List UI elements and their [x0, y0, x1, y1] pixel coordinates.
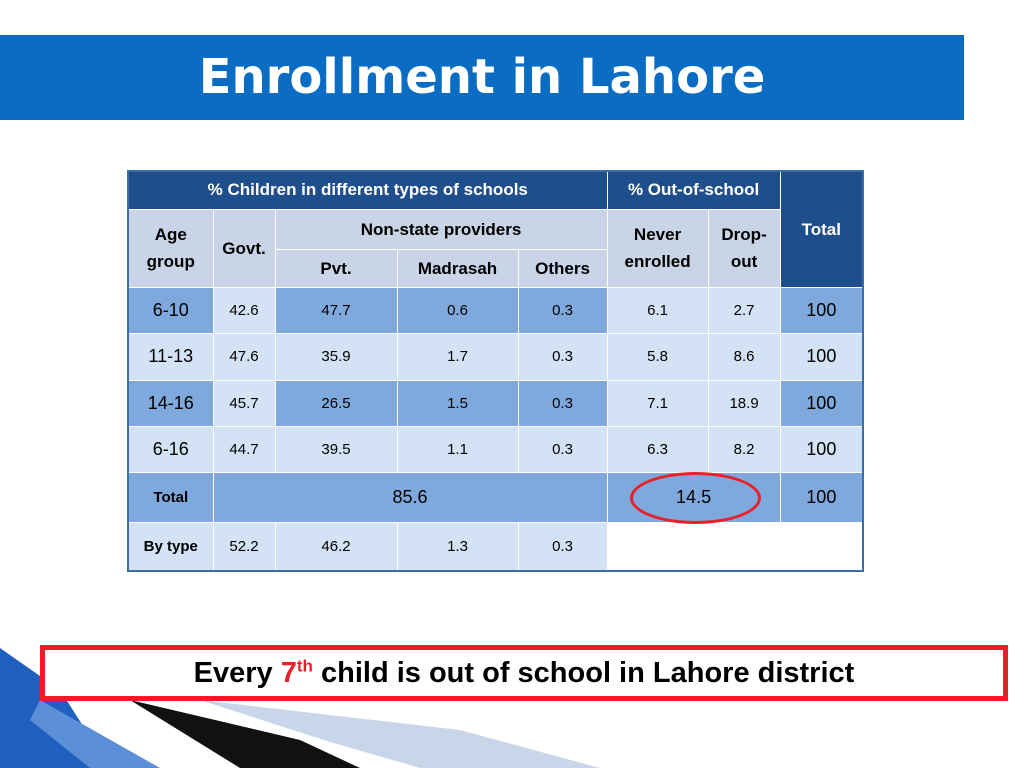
enrollment-table [127, 170, 864, 572]
cell-madrasah: 1.7 [397, 334, 518, 380]
table-row [128, 426, 863, 472]
cell-madrasah: 0.6 [397, 288, 518, 334]
header-age-group: Age group [128, 209, 213, 287]
cell-pvt: 47.7 [275, 288, 397, 334]
cell-pvt: 39.5 [275, 426, 397, 472]
cell-in-school-total: 85.6 [213, 472, 607, 522]
cell-govt: 52.2 [213, 523, 275, 571]
cell-age: 11-13 [128, 334, 213, 380]
callout-num-text: 7 [280, 657, 297, 689]
cell-total-label: Total [128, 472, 213, 522]
cell-madrasah: 1.1 [397, 426, 518, 472]
table-row-total [128, 472, 863, 522]
cell-drop: 2.7 [708, 288, 780, 334]
table-row [128, 334, 863, 380]
cell-govt: 45.7 [213, 380, 275, 426]
cell-others: 0.3 [518, 334, 607, 380]
table-row [128, 380, 863, 426]
cell-never: 6.1 [607, 288, 708, 334]
table-row [128, 288, 863, 334]
cell-drop: 8.2 [708, 426, 780, 472]
cell-total: 100 [780, 380, 863, 426]
callout-number [281, 657, 313, 689]
cell-others: 0.3 [518, 380, 607, 426]
cell-never: 6.3 [607, 426, 708, 472]
title-bar [0, 35, 964, 120]
callout-sup: th [296, 656, 313, 676]
header-madrasah: Madrasah [397, 249, 518, 287]
cell-pvt: 46.2 [275, 523, 397, 571]
callout-pre: Every [193, 657, 281, 689]
cell-never: 5.8 [607, 334, 708, 380]
callout-box [40, 645, 1008, 701]
cell-others: 0.3 [518, 426, 607, 472]
cell-never: 7.1 [607, 380, 708, 426]
header-schools: % Children in different types of schools [128, 171, 607, 209]
table-row-by-type [128, 523, 863, 571]
page-title: Enrollment in Lahore [198, 49, 766, 105]
cell-pvt: 35.9 [275, 334, 397, 380]
cell-govt: 42.6 [213, 288, 275, 334]
header-drop-out: Drop-out [708, 209, 780, 287]
cell-drop: 18.9 [708, 380, 780, 426]
cell-govt: 44.7 [213, 426, 275, 472]
header-total: Total [780, 171, 863, 288]
header-never-enrolled: Never enrolled [607, 209, 708, 287]
empty-cell [607, 523, 863, 571]
cell-total: 100 [780, 334, 863, 380]
cell-total: 100 [780, 288, 863, 334]
cell-govt: 47.6 [213, 334, 275, 380]
cell-others: 0.3 [518, 288, 607, 334]
callout-post: child is out of school in Lahore district [312, 657, 855, 689]
header-out-of-school: % Out-of-school [607, 171, 780, 209]
cell-madrasah: 1.5 [397, 380, 518, 426]
cell-others: 0.3 [518, 523, 607, 571]
cell-grand-total: 100 [780, 472, 863, 522]
cell-pvt: 26.5 [275, 380, 397, 426]
cell-age: 6-10 [128, 288, 213, 334]
header-non-state: Non-state providers [275, 209, 607, 249]
cell-drop: 8.6 [708, 334, 780, 380]
header-govt: Govt. [213, 209, 275, 287]
cell-by-type-label: By type [128, 523, 213, 571]
header-others: Others [518, 249, 607, 287]
cell-madrasah: 1.3 [397, 523, 518, 571]
cell-total: 100 [780, 426, 863, 472]
cell-out-school-total: 14.5 [607, 472, 780, 522]
header-pvt: Pvt. [275, 249, 397, 287]
cell-age: 14-16 [128, 380, 213, 426]
cell-age: 6-16 [128, 426, 213, 472]
